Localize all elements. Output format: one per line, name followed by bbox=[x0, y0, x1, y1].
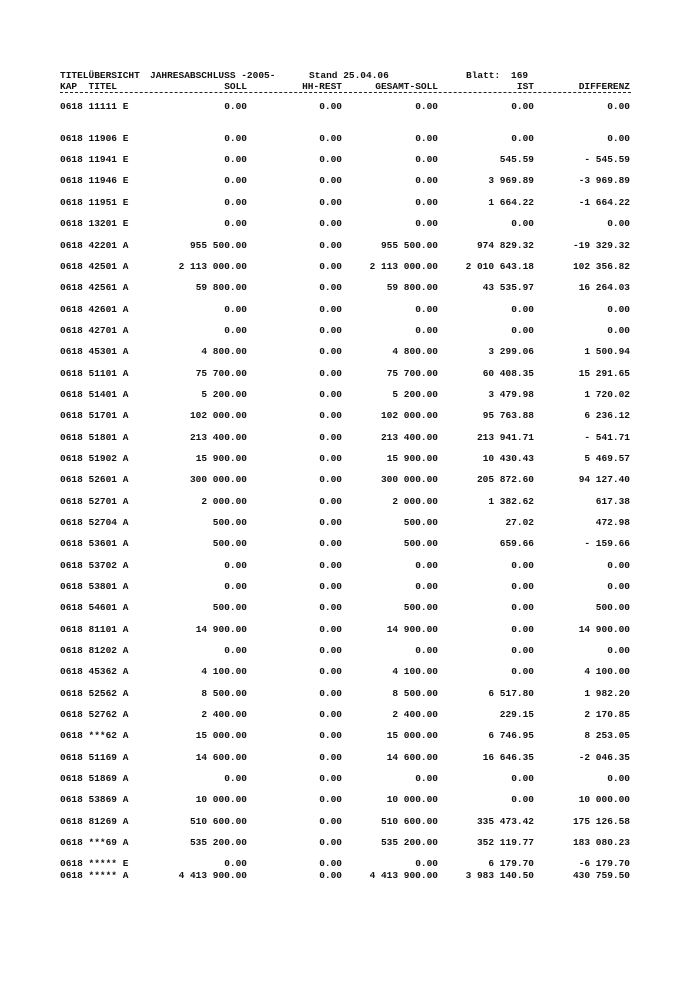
cell-ist: 10 430.43 bbox=[482, 453, 534, 464]
cell-soll: 0.00 bbox=[224, 581, 247, 592]
cell-hh-rest: 0.00 bbox=[319, 304, 342, 315]
table-row bbox=[0, 858, 700, 870]
cell-differenz: 472.98 bbox=[595, 517, 630, 528]
cell-differenz: 430 759.50 bbox=[572, 870, 630, 881]
cell-gesamt-soll: 4 800.00 bbox=[392, 346, 438, 357]
cell-soll: 0.00 bbox=[224, 325, 247, 336]
cell-gesamt-soll: 8 500.00 bbox=[392, 688, 438, 699]
cell-soll: 102 000.00 bbox=[189, 410, 247, 421]
cell-ist: 3 479.98 bbox=[488, 389, 534, 400]
cell-ist: 335 473.42 bbox=[476, 816, 534, 827]
table-row bbox=[0, 133, 700, 145]
cell-gesamt-soll: 0.00 bbox=[415, 101, 438, 112]
cell-soll: 510 600.00 bbox=[189, 816, 247, 827]
cell-differenz: 0.00 bbox=[607, 133, 630, 144]
cell-ist: 545.59 bbox=[499, 154, 534, 165]
report-type-title: TITELÜBERSICHT bbox=[60, 70, 140, 81]
cell-differenz: 94 127.40 bbox=[578, 474, 630, 485]
cell-ist: 0.00 bbox=[511, 101, 534, 112]
cell-kap-titel: 0618 81269 A bbox=[60, 816, 129, 827]
cell-hh-rest: 0.00 bbox=[319, 816, 342, 827]
cell-soll: 2 113 000.00 bbox=[178, 261, 247, 272]
header-divider bbox=[60, 92, 631, 93]
cell-gesamt-soll: 4 100.00 bbox=[392, 666, 438, 677]
cell-gesamt-soll: 955 500.00 bbox=[380, 240, 438, 251]
cell-differenz: 0.00 bbox=[607, 560, 630, 571]
cell-kap-titel: 0618 51701 A bbox=[60, 410, 129, 421]
table-row bbox=[0, 624, 700, 636]
cell-hh-rest: 0.00 bbox=[319, 794, 342, 805]
cell-hh-rest: 0.00 bbox=[319, 752, 342, 763]
cell-hh-rest: 0.00 bbox=[319, 240, 342, 251]
table-row bbox=[0, 304, 700, 316]
table-row bbox=[0, 368, 700, 380]
cell-ist: 659.66 bbox=[499, 538, 534, 549]
cell-kap-titel: 0618 42201 A bbox=[60, 240, 129, 251]
table-row bbox=[0, 346, 700, 358]
table-row bbox=[0, 282, 700, 294]
cell-kap-titel: 0618 52562 A bbox=[60, 688, 129, 699]
column-header-gesamt-soll: GESAMT-SOLL bbox=[375, 81, 438, 92]
cell-gesamt-soll: 500.00 bbox=[403, 538, 438, 549]
cell-ist: 0.00 bbox=[511, 666, 534, 677]
cell-hh-rest: 0.00 bbox=[319, 474, 342, 485]
cell-kap-titel: 0618 42501 A bbox=[60, 261, 129, 272]
cell-ist: 0.00 bbox=[511, 133, 534, 144]
cell-differenz: 6 236.12 bbox=[584, 410, 630, 421]
table-row bbox=[0, 773, 700, 785]
cell-hh-rest: 0.00 bbox=[319, 261, 342, 272]
cell-gesamt-soll: 0.00 bbox=[415, 325, 438, 336]
cell-soll: 300 000.00 bbox=[189, 474, 247, 485]
cell-gesamt-soll: 14 600.00 bbox=[386, 752, 438, 763]
table-row bbox=[0, 730, 700, 742]
report-name: JAHRESABSCHLUSS -2005- bbox=[150, 70, 276, 81]
cell-differenz: 617.38 bbox=[595, 496, 630, 507]
cell-gesamt-soll: 2 113 000.00 bbox=[369, 261, 438, 272]
report-date: Stand 25.04.06 bbox=[309, 70, 389, 81]
cell-soll: 2 400.00 bbox=[201, 709, 247, 720]
cell-hh-rest: 0.00 bbox=[319, 101, 342, 112]
cell-gesamt-soll: 2 000.00 bbox=[392, 496, 438, 507]
table-row bbox=[0, 389, 700, 401]
cell-gesamt-soll: 213 400.00 bbox=[380, 432, 438, 443]
cell-gesamt-soll: 535 200.00 bbox=[380, 837, 438, 848]
cell-gesamt-soll: 14 900.00 bbox=[386, 624, 438, 635]
cell-kap-titel: 0618 52601 A bbox=[60, 474, 129, 485]
cell-ist: 974 829.32 bbox=[476, 240, 534, 251]
cell-kap-titel: 0618 51801 A bbox=[60, 432, 129, 443]
cell-gesamt-soll: 59 800.00 bbox=[386, 282, 438, 293]
table-row bbox=[0, 453, 700, 465]
cell-gesamt-soll: 0.00 bbox=[415, 858, 438, 869]
table-row bbox=[0, 175, 700, 187]
cell-differenz: - 545.59 bbox=[584, 154, 630, 165]
cell-differenz: 1 720.02 bbox=[584, 389, 630, 400]
cell-kap-titel: 0618 ***69 A bbox=[60, 837, 129, 848]
cell-ist: 27.02 bbox=[505, 517, 534, 528]
cell-hh-rest: 0.00 bbox=[319, 346, 342, 357]
table-row bbox=[0, 432, 700, 444]
cell-soll: 5 200.00 bbox=[201, 389, 247, 400]
cell-differenz: 0.00 bbox=[607, 773, 630, 784]
column-header-hh-rest: HH-REST bbox=[302, 81, 342, 92]
cell-kap-titel: 0618 51401 A bbox=[60, 389, 129, 400]
table-row bbox=[0, 602, 700, 614]
cell-hh-rest: 0.00 bbox=[319, 645, 342, 656]
cell-ist: 0.00 bbox=[511, 304, 534, 315]
cell-differenz: -3 969.89 bbox=[578, 175, 630, 186]
cell-ist: 0.00 bbox=[511, 560, 534, 571]
cell-ist: 43 535.97 bbox=[482, 282, 534, 293]
cell-kap-titel: 0618 51169 A bbox=[60, 752, 129, 763]
cell-differenz: 1 982.20 bbox=[584, 688, 630, 699]
cell-gesamt-soll: 15 900.00 bbox=[386, 453, 438, 464]
cell-differenz: 1 500.94 bbox=[584, 346, 630, 357]
table-row bbox=[0, 101, 700, 113]
cell-ist: 229.15 bbox=[499, 709, 534, 720]
cell-ist: 1 382.62 bbox=[488, 496, 534, 507]
cell-kap-titel: 0618 11941 E bbox=[60, 154, 129, 165]
cell-kap-titel: 0618 52704 A bbox=[60, 517, 129, 528]
cell-soll: 0.00 bbox=[224, 133, 247, 144]
cell-kap-titel: 0618 11946 E bbox=[60, 175, 129, 186]
cell-differenz: - 159.66 bbox=[584, 538, 630, 549]
cell-gesamt-soll: 75 700.00 bbox=[386, 368, 438, 379]
table-row bbox=[0, 666, 700, 678]
cell-kap-titel: 0618 54601 A bbox=[60, 602, 129, 613]
cell-soll: 0.00 bbox=[224, 218, 247, 229]
cell-hh-rest: 0.00 bbox=[319, 773, 342, 784]
cell-soll: 0.00 bbox=[224, 645, 247, 656]
table-row bbox=[0, 240, 700, 252]
cell-hh-rest: 0.00 bbox=[319, 368, 342, 379]
table-row bbox=[0, 154, 700, 166]
cell-ist: 1 664.22 bbox=[488, 197, 534, 208]
cell-ist: 6 179.70 bbox=[488, 858, 534, 869]
cell-differenz: 0.00 bbox=[607, 325, 630, 336]
cell-gesamt-soll: 4 413 900.00 bbox=[369, 870, 438, 881]
cell-gesamt-soll: 0.00 bbox=[415, 773, 438, 784]
cell-hh-rest: 0.00 bbox=[319, 453, 342, 464]
cell-ist: 0.00 bbox=[511, 218, 534, 229]
cell-gesamt-soll: 0.00 bbox=[415, 560, 438, 571]
cell-differenz: 5 469.57 bbox=[584, 453, 630, 464]
table-row bbox=[0, 794, 700, 806]
cell-gesamt-soll: 0.00 bbox=[415, 581, 438, 592]
cell-hh-rest: 0.00 bbox=[319, 325, 342, 336]
cell-hh-rest: 0.00 bbox=[319, 581, 342, 592]
cell-soll: 14 900.00 bbox=[195, 624, 247, 635]
cell-gesamt-soll: 300 000.00 bbox=[380, 474, 438, 485]
cell-differenz: 2 170.85 bbox=[584, 709, 630, 720]
cell-hh-rest: 0.00 bbox=[319, 175, 342, 186]
cell-differenz: 4 100.00 bbox=[584, 666, 630, 677]
cell-differenz: 16 264.03 bbox=[578, 282, 630, 293]
cell-kap-titel: 0618 11906 E bbox=[60, 133, 129, 144]
cell-soll: 0.00 bbox=[224, 773, 247, 784]
cell-soll: 10 000.00 bbox=[195, 794, 247, 805]
cell-hh-rest: 0.00 bbox=[319, 560, 342, 571]
cell-differenz: 10 000.00 bbox=[578, 794, 630, 805]
cell-soll: 500.00 bbox=[212, 602, 247, 613]
column-header-soll: SOLL bbox=[224, 81, 247, 92]
table-row bbox=[0, 496, 700, 508]
cell-hh-rest: 0.00 bbox=[319, 218, 342, 229]
cell-ist: 3 983 140.50 bbox=[465, 870, 534, 881]
column-header-kap-titel: KAP TITEL bbox=[60, 81, 118, 92]
cell-soll: 0.00 bbox=[224, 154, 247, 165]
cell-differenz: 8 253.05 bbox=[584, 730, 630, 741]
cell-ist: 0.00 bbox=[511, 624, 534, 635]
cell-soll: 213 400.00 bbox=[189, 432, 247, 443]
cell-hh-rest: 0.00 bbox=[319, 666, 342, 677]
cell-gesamt-soll: 102 000.00 bbox=[380, 410, 438, 421]
cell-hh-rest: 0.00 bbox=[319, 602, 342, 613]
cell-hh-rest: 0.00 bbox=[319, 858, 342, 869]
cell-differenz: -19 329.32 bbox=[572, 240, 630, 251]
cell-kap-titel: 0618 53601 A bbox=[60, 538, 129, 549]
cell-ist: 2 010 643.18 bbox=[465, 261, 534, 272]
cell-hh-rest: 0.00 bbox=[319, 410, 342, 421]
cell-differenz: 15 291.65 bbox=[578, 368, 630, 379]
table-row bbox=[0, 325, 700, 337]
cell-kap-titel: 0618 ***62 A bbox=[60, 730, 129, 741]
cell-ist: 60 408.35 bbox=[482, 368, 534, 379]
cell-kap-titel: 0618 52701 A bbox=[60, 496, 129, 507]
cell-soll: 0.00 bbox=[224, 197, 247, 208]
cell-differenz: 0.00 bbox=[607, 304, 630, 315]
cell-hh-rest: 0.00 bbox=[319, 197, 342, 208]
cell-soll: 500.00 bbox=[212, 517, 247, 528]
cell-hh-rest: 0.00 bbox=[319, 517, 342, 528]
cell-gesamt-soll: 500.00 bbox=[403, 602, 438, 613]
cell-gesamt-soll: 0.00 bbox=[415, 154, 438, 165]
cell-hh-rest: 0.00 bbox=[319, 496, 342, 507]
cell-gesamt-soll: 5 200.00 bbox=[392, 389, 438, 400]
cell-soll: 15 000.00 bbox=[195, 730, 247, 741]
cell-kap-titel: 0618 51902 A bbox=[60, 453, 129, 464]
cell-soll: 0.00 bbox=[224, 101, 247, 112]
cell-gesamt-soll: 500.00 bbox=[403, 517, 438, 528]
cell-ist: 205 872.60 bbox=[476, 474, 534, 485]
cell-hh-rest: 0.00 bbox=[319, 133, 342, 144]
cell-kap-titel: 0618 45362 A bbox=[60, 666, 129, 677]
cell-hh-rest: 0.00 bbox=[319, 688, 342, 699]
table-row bbox=[0, 538, 700, 550]
cell-hh-rest: 0.00 bbox=[319, 709, 342, 720]
cell-kap-titel: 0618 42601 A bbox=[60, 304, 129, 315]
table-row bbox=[0, 870, 700, 882]
cell-soll: 14 600.00 bbox=[195, 752, 247, 763]
cell-kap-titel: 0618 52762 A bbox=[60, 709, 129, 720]
cell-soll: 59 800.00 bbox=[195, 282, 247, 293]
cell-soll: 955 500.00 bbox=[189, 240, 247, 251]
table-row bbox=[0, 645, 700, 657]
cell-differenz: 0.00 bbox=[607, 218, 630, 229]
cell-ist: 0.00 bbox=[511, 602, 534, 613]
table-row bbox=[0, 517, 700, 529]
cell-kap-titel: 0618 11111 E bbox=[60, 101, 129, 112]
table-row bbox=[0, 410, 700, 422]
cell-gesamt-soll: 10 000.00 bbox=[386, 794, 438, 805]
table-row bbox=[0, 816, 700, 828]
cell-hh-rest: 0.00 bbox=[319, 538, 342, 549]
cell-ist: 0.00 bbox=[511, 794, 534, 805]
cell-kap-titel: 0618 81202 A bbox=[60, 645, 129, 656]
cell-soll: 0.00 bbox=[224, 560, 247, 571]
cell-hh-rest: 0.00 bbox=[319, 282, 342, 293]
cell-hh-rest: 0.00 bbox=[319, 837, 342, 848]
table-row bbox=[0, 581, 700, 593]
cell-kap-titel: 0618 51869 A bbox=[60, 773, 129, 784]
cell-soll: 535 200.00 bbox=[189, 837, 247, 848]
cell-soll: 4 413 900.00 bbox=[178, 870, 247, 881]
cell-differenz: 175 126.58 bbox=[572, 816, 630, 827]
column-header-differenz: DIFFERENZ bbox=[578, 81, 630, 92]
cell-differenz: -2 046.35 bbox=[578, 752, 630, 763]
table-row bbox=[0, 197, 700, 209]
cell-soll: 0.00 bbox=[224, 304, 247, 315]
cell-differenz: - 541.71 bbox=[584, 432, 630, 443]
cell-ist: 213 941.71 bbox=[476, 432, 534, 443]
table-row bbox=[0, 474, 700, 486]
sheet-number: 169 bbox=[511, 70, 529, 81]
cell-differenz: 500.00 bbox=[595, 602, 630, 613]
table-row bbox=[0, 709, 700, 721]
cell-ist: 0.00 bbox=[511, 773, 534, 784]
cell-ist: 0.00 bbox=[511, 325, 534, 336]
table-row bbox=[0, 752, 700, 764]
cell-differenz: 0.00 bbox=[607, 581, 630, 592]
column-header-ist: IST bbox=[516, 81, 534, 92]
cell-hh-rest: 0.00 bbox=[319, 432, 342, 443]
cell-gesamt-soll: 0.00 bbox=[415, 175, 438, 186]
cell-ist: 352 119.77 bbox=[476, 837, 534, 848]
cell-soll: 4 100.00 bbox=[201, 666, 247, 677]
cell-kap-titel: 0618 42701 A bbox=[60, 325, 129, 336]
table-row bbox=[0, 218, 700, 230]
cell-kap-titel: 0618 53869 A bbox=[60, 794, 129, 805]
cell-ist: 6 517.80 bbox=[488, 688, 534, 699]
cell-gesamt-soll: 15 000.00 bbox=[386, 730, 438, 741]
cell-differenz: 0.00 bbox=[607, 645, 630, 656]
cell-differenz: 183 080.23 bbox=[572, 837, 630, 848]
cell-soll: 0.00 bbox=[224, 175, 247, 186]
cell-ist: 95 763.88 bbox=[482, 410, 534, 421]
table-row bbox=[0, 560, 700, 572]
cell-kap-titel: 0618 13201 E bbox=[60, 218, 129, 229]
cell-differenz: 14 900.00 bbox=[578, 624, 630, 635]
cell-differenz: -1 664.22 bbox=[578, 197, 630, 208]
sheet-label: Blatt: bbox=[466, 70, 501, 81]
cell-soll: 75 700.00 bbox=[195, 368, 247, 379]
cell-soll: 8 500.00 bbox=[201, 688, 247, 699]
cell-kap-titel: 0618 42561 A bbox=[60, 282, 129, 293]
cell-kap-titel: 0618 ***** A bbox=[60, 870, 129, 881]
cell-hh-rest: 0.00 bbox=[319, 624, 342, 635]
cell-soll: 4 800.00 bbox=[201, 346, 247, 357]
cell-gesamt-soll: 0.00 bbox=[415, 197, 438, 208]
cell-ist: 16 646.35 bbox=[482, 752, 534, 763]
cell-kap-titel: 0618 53801 A bbox=[60, 581, 129, 592]
cell-ist: 0.00 bbox=[511, 581, 534, 592]
cell-hh-rest: 0.00 bbox=[319, 730, 342, 741]
cell-gesamt-soll: 0.00 bbox=[415, 133, 438, 144]
cell-soll: 2 000.00 bbox=[201, 496, 247, 507]
cell-gesamt-soll: 0.00 bbox=[415, 218, 438, 229]
cell-hh-rest: 0.00 bbox=[319, 154, 342, 165]
cell-kap-titel: 0618 51101 A bbox=[60, 368, 129, 379]
table-row bbox=[0, 837, 700, 849]
cell-hh-rest: 0.00 bbox=[319, 389, 342, 400]
cell-ist: 3 299.06 bbox=[488, 346, 534, 357]
cell-kap-titel: 0618 53702 A bbox=[60, 560, 129, 571]
cell-kap-titel: 0618 81101 A bbox=[60, 624, 129, 635]
cell-gesamt-soll: 0.00 bbox=[415, 304, 438, 315]
table-row bbox=[0, 688, 700, 700]
cell-ist: 3 969.89 bbox=[488, 175, 534, 186]
cell-soll: 15 900.00 bbox=[195, 453, 247, 464]
cell-kap-titel: 0618 ***** E bbox=[60, 858, 129, 869]
cell-gesamt-soll: 2 400.00 bbox=[392, 709, 438, 720]
cell-differenz: -6 179.70 bbox=[578, 858, 630, 869]
cell-kap-titel: 0618 11951 E bbox=[60, 197, 129, 208]
cell-differenz: 102 356.82 bbox=[572, 261, 630, 272]
table-row bbox=[0, 261, 700, 273]
cell-soll: 500.00 bbox=[212, 538, 247, 549]
cell-kap-titel: 0618 45301 A bbox=[60, 346, 129, 357]
cell-hh-rest: 0.00 bbox=[319, 870, 342, 881]
cell-ist: 6 746.95 bbox=[488, 730, 534, 741]
cell-gesamt-soll: 0.00 bbox=[415, 645, 438, 656]
cell-gesamt-soll: 510 600.00 bbox=[380, 816, 438, 827]
cell-soll: 0.00 bbox=[224, 858, 247, 869]
cell-ist: 0.00 bbox=[511, 645, 534, 656]
cell-differenz: 0.00 bbox=[607, 101, 630, 112]
